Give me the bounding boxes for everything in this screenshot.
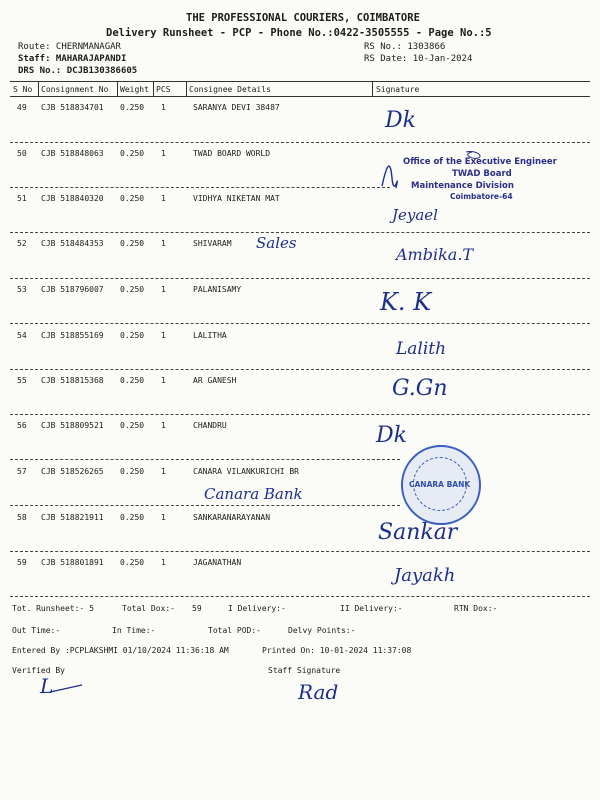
row-consignment: CJB 518484353 <box>41 239 104 248</box>
entered-by: Entered By :PCPLAKSHMI 01/10/2024 11:36:18 AM <box>12 646 229 655</box>
row-pcs: 1 <box>161 149 166 158</box>
row-divider <box>10 596 590 597</box>
row-divider <box>10 142 590 143</box>
row-consignment: CJB 518840320 <box>41 194 104 203</box>
col-header-signature: Signature <box>376 85 420 94</box>
twad-stamp-line2: TWAD Board <box>452 169 512 179</box>
row-consignment: CJB 518796007 <box>41 285 104 294</box>
row-consignment: CJB 518848063 <box>41 149 104 158</box>
row-consignment: CJB 518526265 <box>41 467 104 476</box>
twad-stamp-line4: Coimbatore-64 <box>450 192 513 201</box>
row-consignee: SHIVARAM <box>193 239 232 248</box>
route-label: Route: CHERNMANAGAR <box>18 42 121 52</box>
consignee-note-handwriting: Sales <box>256 234 297 252</box>
verified-by-label: Verified By <box>12 666 65 675</box>
row-consignment: CJB 518801891 <box>41 558 104 567</box>
row-consignee: CANARA VILANKURICHI BR <box>193 467 299 476</box>
rs-date-label: RS Date: 10-Jan-2024 <box>364 54 473 64</box>
row-sno: 55 <box>17 376 27 385</box>
row-consignee: CHANDRU <box>193 421 227 430</box>
row-consignee: AR GANESH <box>193 376 237 385</box>
row-sno: 58 <box>17 513 27 522</box>
table-top-rule <box>10 81 590 82</box>
row-divider <box>10 459 400 460</box>
signature-handwriting: G.Gn <box>392 376 448 401</box>
row-pcs: 1 <box>161 239 166 248</box>
runsheet-subtitle: Delivery Runsheet - PCP - Phone No.:0422-3505555 - Page No.:5 <box>106 27 492 39</box>
col-header-weight: Weight <box>120 85 149 94</box>
row-weight: 0.250 <box>120 239 145 248</box>
col-divider <box>186 81 187 96</box>
signature-handwriting: Jayakh <box>394 565 456 586</box>
drs-label: DRS No.: DCJB130386605 <box>18 66 138 76</box>
row-consignee: SARANYA DEVI 38487 <box>193 103 280 112</box>
row-pcs: 1 <box>161 558 166 567</box>
company-title: THE PROFESSIONAL COURIERS, COIMBATORE <box>186 12 420 24</box>
signature-handwriting: Dk <box>385 108 416 133</box>
signature-handwriting: Sankar <box>378 520 458 545</box>
staff-signature-handwriting: Rad <box>298 680 339 704</box>
twad-stamp-line1: Office of the Executive Engineer <box>403 157 557 167</box>
tot-runsheet: Tot. Runsheet:- 5 <box>12 604 94 613</box>
signature-handwriting: K. K <box>380 288 432 316</box>
total-pod-label: Total POD:- <box>208 626 261 635</box>
row-pcs: 1 <box>161 421 166 430</box>
signature-handwriting: Jeyael <box>392 206 438 224</box>
row-weight: 0.250 <box>120 103 145 112</box>
in-time-label: In Time:- <box>112 626 156 635</box>
col-divider <box>372 81 373 96</box>
row-pcs: 1 <box>161 467 166 476</box>
row-sno: 54 <box>17 331 27 340</box>
table-header-rule <box>10 96 590 97</box>
i-delivery-label: I Delivery:- <box>228 604 286 613</box>
rs-no-label: RS No.: 1303866 <box>364 42 446 52</box>
row-divider <box>10 187 390 188</box>
verified-signature-handwriting: L <box>40 674 54 698</box>
signature-handwriting: Lalith <box>396 339 447 359</box>
row-consignee: TWAD BOARD WORLD <box>193 149 271 158</box>
printed-on: Printed On: 10-01-2024 11:37:08 <box>262 646 412 655</box>
row-sno: 53 <box>17 285 27 294</box>
consignee-note-handwriting: Canara Bank <box>204 485 303 503</box>
row-consignee: SANKARANARAYANAN <box>193 513 271 522</box>
staff-signature-label: Staff Signature <box>268 666 341 675</box>
total-dox-label: Total Dox:- <box>122 604 175 613</box>
row-consignee: LALITHA <box>193 331 227 340</box>
staff-label: Staff: MAHARAJAPANDI <box>18 54 127 64</box>
out-time-label: Out Time:- <box>12 626 61 635</box>
col-divider <box>153 81 154 96</box>
row-sno: 57 <box>17 467 27 476</box>
rtn-dox-label: RTN Dox:- <box>454 604 498 613</box>
row-consignment: CJB 518855169 <box>41 331 104 340</box>
row-consignment: CJB 518821911 <box>41 513 104 522</box>
row-divider <box>10 505 400 506</box>
row-weight: 0.250 <box>120 149 145 158</box>
signature-handwriting: Ambika.T <box>396 245 474 264</box>
canara-seal-text: CANARA BANK <box>409 480 471 489</box>
row-weight: 0.250 <box>120 285 145 294</box>
col-header-consignment: Consignment No <box>41 85 109 94</box>
row-pcs: 1 <box>161 376 166 385</box>
row-weight: 0.250 <box>120 513 145 522</box>
row-pcs: 1 <box>161 513 166 522</box>
row-consignment: CJB 518834701 <box>41 103 104 112</box>
row-weight: 0.250 <box>120 467 145 476</box>
signature-handwriting: Dk <box>376 423 407 448</box>
row-divider <box>10 551 590 552</box>
row-consignment: CJB 518809521 <box>41 421 104 430</box>
twad-signature-scribble <box>376 148 486 190</box>
row-divider <box>10 323 590 324</box>
row-weight: 0.250 <box>120 194 145 203</box>
col-divider <box>117 81 118 96</box>
row-consignee: VIDHYA NIKETAN MAT <box>193 194 280 203</box>
verified-signature-stroke <box>48 684 84 694</box>
col-header-pcs: PCS <box>156 85 171 94</box>
row-divider <box>10 278 590 279</box>
canara-bank-seal <box>401 445 481 525</box>
twad-stamp-line3: Maintenance Division <box>411 181 514 191</box>
col-divider <box>38 81 39 96</box>
col-header-sno: S No <box>13 85 33 94</box>
row-consignee: JAGANATHAN <box>193 558 242 567</box>
row-sno: 51 <box>17 194 27 203</box>
ii-delivery-label: II Delivery:- <box>340 604 403 613</box>
row-divider <box>10 414 590 415</box>
row-consignee: PALANISAMY <box>193 285 242 294</box>
row-pcs: 1 <box>161 103 166 112</box>
row-pcs: 1 <box>161 285 166 294</box>
delvy-points-label: Delvy Points:- <box>288 626 356 635</box>
row-sno: 52 <box>17 239 27 248</box>
row-pcs: 1 <box>161 331 166 340</box>
row-sno: 59 <box>17 558 27 567</box>
row-weight: 0.250 <box>120 421 145 430</box>
row-weight: 0.250 <box>120 376 145 385</box>
row-divider <box>10 369 590 370</box>
row-sno: 56 <box>17 421 27 430</box>
row-consignment: CJB 518815368 <box>41 376 104 385</box>
row-weight: 0.250 <box>120 558 145 567</box>
total-dox-value: 59 <box>192 604 202 613</box>
row-sno: 49 <box>17 103 27 112</box>
row-pcs: 1 <box>161 194 166 203</box>
row-divider <box>10 232 590 233</box>
col-header-consignee: Consignee Details <box>189 85 271 94</box>
row-sno: 50 <box>17 149 27 158</box>
row-weight: 0.250 <box>120 331 145 340</box>
